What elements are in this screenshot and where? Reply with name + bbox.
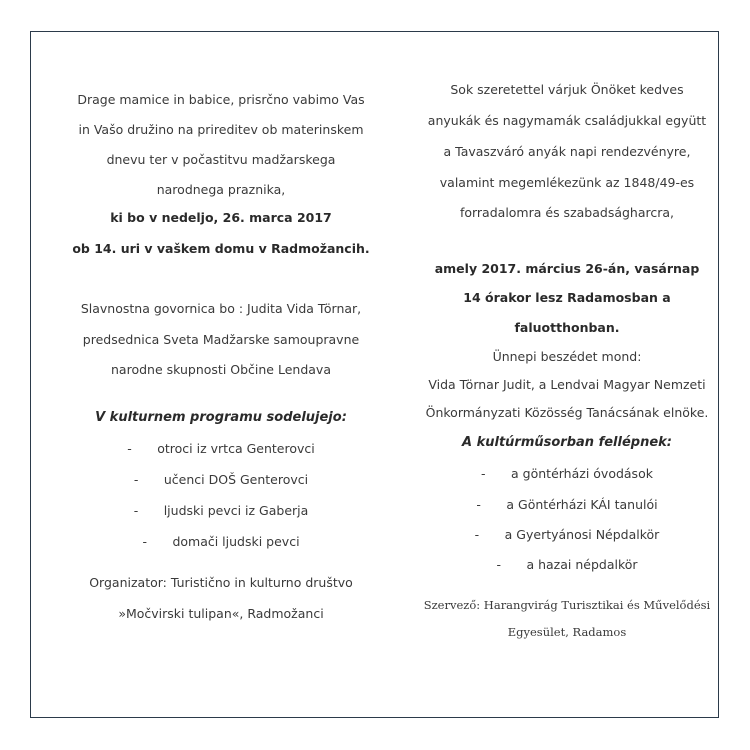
bullet-dash: - [127,441,132,456]
program-heading: V kulturnem programu sodelujejo: [95,410,347,425]
bullet-dash: - [142,534,147,549]
invitation-line: narodnega praznika, [156,182,286,197]
performer-item: - a Gyertyánosi Népdalkör [474,527,660,542]
bullet-dash: - [133,472,139,487]
bullet-dash: - [474,527,480,542]
performer-item: - a göntérházi óvodások [481,466,653,481]
speaker-line: Vida Törnar Judit, a Lendvai Magyar Nemzeti [428,377,706,392]
organizer-line: Szervező: Harangvirág Turisztikai és Művelődési [423,598,711,612]
bullet-dash: - [496,557,501,572]
invitation-line: Sok szeretettel várjuk Önöket kedves [450,82,684,97]
invitation-line: anyukák és nagymamák családjukkal együtt [427,113,707,128]
invitation-line: Drage mamice in babice, prisrčno vabimo Vas [77,92,365,107]
performer-item: - a Göntérházi KÁI tanulói [476,497,658,512]
speaker-line: narodne skupnosti Občine Lendava [111,362,331,377]
performer-item: - ljudski pevci iz Gaberja [133,503,309,518]
event-place: ob 14. uri v vaškem domu v Radmožancih. [72,241,370,256]
program-heading: A kultúrműsorban fellépnek: [462,435,672,450]
event-place: faluotthonban. [514,320,620,335]
performer-item: - domači ljudski pevci [142,534,300,549]
invitation-card [30,31,719,718]
organizer-line: Egyesület, Radamos [507,625,627,639]
performer-item: - a hazai népdalkör [496,557,638,572]
organizer-line: »Močvirski tulipan«, Radmožanci [118,606,324,621]
bullet-dash: - [133,503,139,518]
event-date: 14 órakor lesz Radamosban a [463,290,671,305]
performer-item: - učenci DOŠ Genterovci [133,472,309,487]
bullet-dash: - [476,497,481,512]
organizer-line: Organizator: Turistično in kulturno društvo [89,575,353,590]
speaker-line: Slavnostna govornica bo : Judita Vida Törnar, [80,301,362,316]
invitation-line: a Tavaszváró anyák napi rendezvényre, [443,144,691,159]
invitation-line: in Vašo družino na prireditev ob materinskem [78,122,364,137]
speaker-line: predsednica Sveta Madžarske samoupravne [82,332,360,347]
performer-item: - otroci iz vrtca Genterovci [127,441,315,456]
speaker-line: Önkormányzati Közösség Tanácsának elnöke. [425,405,709,420]
event-date: ki bo v nedeljo, 26. marca 2017 [110,210,332,225]
invitation-line: dnevu ter v počastitvu madžarskega [106,152,336,167]
speaker-line: Ünnepi beszédet mond: [492,349,642,364]
invitation-line: valamint megemlékezünk az 1848/49-es [439,175,695,190]
bullet-dash: - [481,466,486,481]
event-date: amely 2017. március 26-án, vasárnap [434,261,700,276]
invitation-line: forradalomra és szabadságharcra, [459,205,675,220]
